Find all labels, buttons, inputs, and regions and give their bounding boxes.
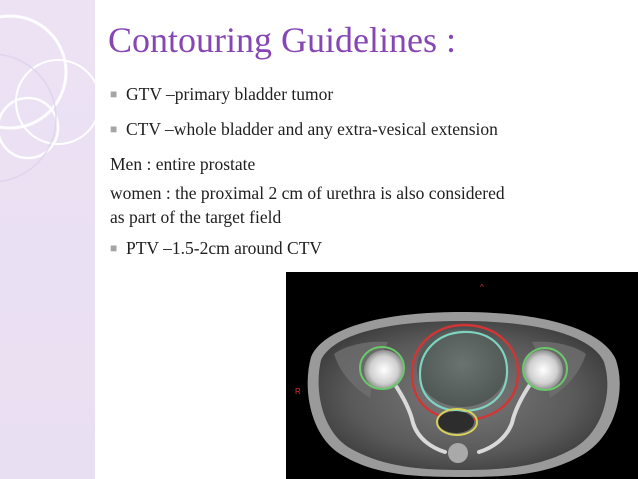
bullet-ptv: PTV –1.5-2cm around CTV — [126, 238, 323, 258]
bullet-icon: ■ — [110, 122, 118, 136]
ct-scan-image — [286, 272, 638, 479]
bullet-icon: ■ — [110, 87, 118, 101]
scan-marker-top: ^ — [480, 283, 484, 292]
slide-title: Contouring Guidelines : — [108, 20, 456, 60]
scan-coccyx — [448, 443, 468, 463]
bullet-gtv: GTV –primary bladder tumor — [126, 84, 334, 104]
paragraph-men: Men : entire prostate — [110, 154, 256, 174]
bullet-icon: ■ — [110, 241, 118, 255]
scan-femoral-head-left — [364, 350, 404, 390]
scan-marker-left: R — [295, 387, 301, 396]
bullet-ctv: CTV –whole bladder and any extra-vesical extension — [126, 119, 498, 139]
paragraph-target-field: as part of the target field — [110, 207, 282, 227]
paragraph-women: women : the proximal 2 cm of urethra is also considered — [110, 183, 505, 203]
ct-scan-svg — [286, 272, 638, 479]
scan-rectum — [438, 411, 474, 433]
